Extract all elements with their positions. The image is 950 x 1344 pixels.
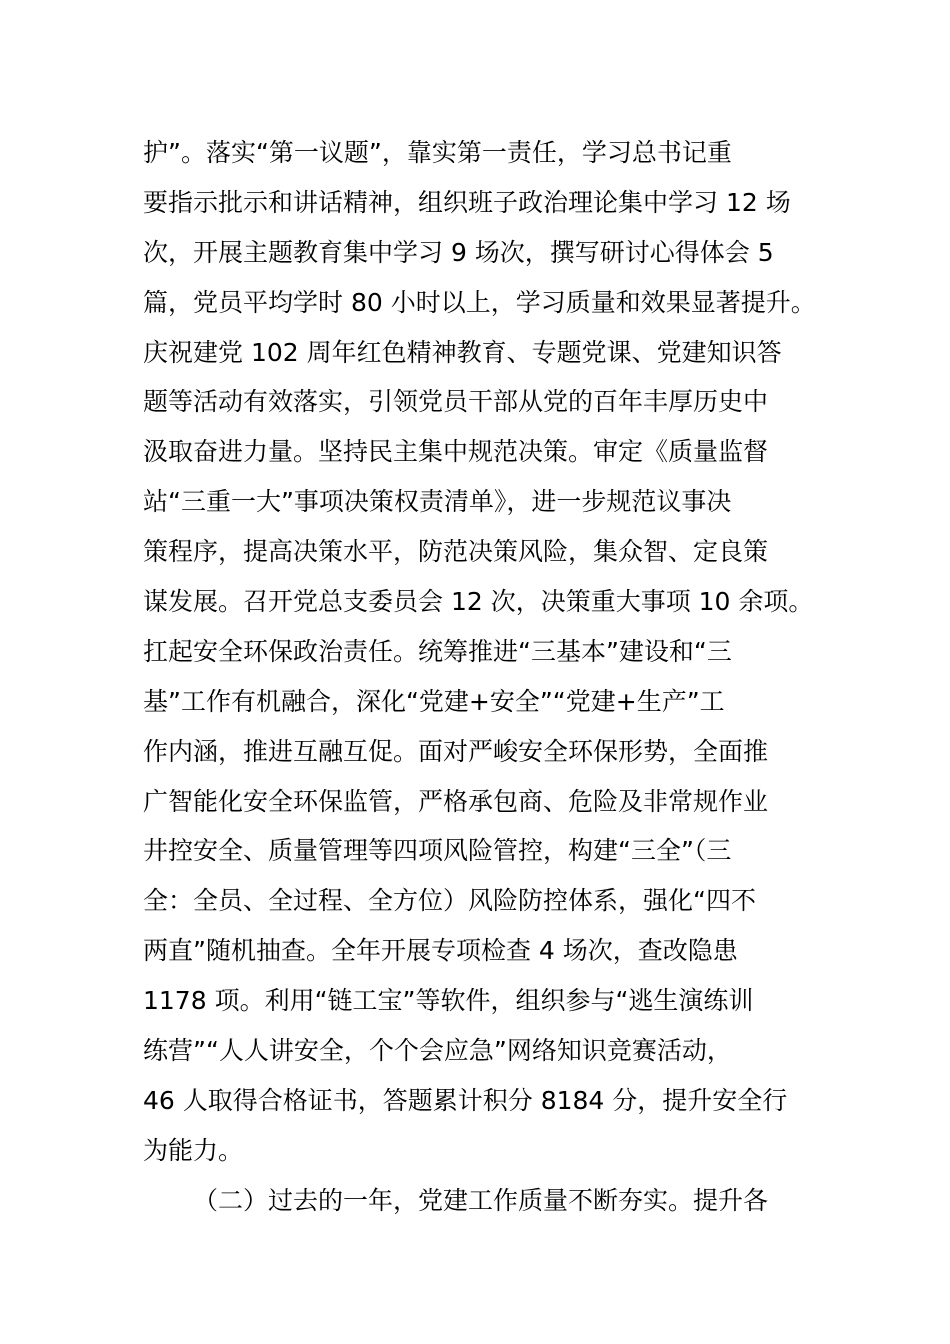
text-line: 全：全员、全过程、全方位）风险防控体系，强化“四不 [143, 886, 756, 916]
text-line: 汲取奋进力量。坚持民主集中规范决策。审定《质量监督 [143, 437, 769, 467]
text-line: 题等活动有效落实，引领党员干部从党的百年丰厚历史中 [143, 387, 769, 417]
text-line: 井控安全、质量管理等四项风险管控，构建“三全”（三 [143, 836, 732, 866]
text-line: 庆祝建党 102 周年红色精神教育、专题党课、党建知识答 [143, 337, 782, 367]
section-heading-line: （二）过去的一年，党建工作质量不断夯实。提升各 [193, 1185, 769, 1215]
text-line: 两直”随机抽查。全年开展专项检查 4 场次，查改隐患 [143, 936, 738, 966]
text-line: 基”工作有机融合，深化“党建+安全”“党建+生产”工 [143, 686, 725, 716]
text-line: 为能力。 [143, 1135, 244, 1165]
text-line: 篇，党员平均学时 80 小时以上，学习质量和效果显著提升。 [143, 287, 816, 317]
body-text [143, 128, 843, 1226]
text-line: 要指示批示和讲话精神，组织班子政治理论集中学习 12 场 [143, 187, 791, 217]
text-line: 护”。落实“第一议题”，靠实第一责任，学习总书记重 [143, 138, 732, 167]
text-line: 站“三重一大”事项决策权责清单》，进一步规范议事决 [143, 487, 732, 517]
text-line: 广智能化安全环保监管，严格承包商、危险及非常规作业 [143, 786, 769, 816]
text-line: 练营”“人人讲安全，个个会应急”网络知识竞赛活动， [143, 1036, 732, 1066]
text-line: 1178 项。利用“链工宝”等软件，组织参与“逃生演练训 [143, 986, 754, 1016]
text-line: 谋发展。召开党总支委员会 12 次，决策重大事项 10 余项。 [143, 587, 814, 617]
text-line: 次，开展主题教育集中学习 9 场次，撰写研讨心得体会 5 [143, 237, 774, 267]
text-line: 46 人取得合格证书，答题累计积分 8184 分，提升安全行 [143, 1085, 788, 1115]
text-line: 策程序，提高决策水平，防范决策风险，集众智、定良策 [143, 537, 769, 567]
text-line: 扛起安全环保政治责任。统筹推进“三基本”建设和“三 [143, 636, 732, 666]
text-line: 作内涵，推进互融互促。面对严峻安全环保形势，全面推 [143, 736, 769, 766]
